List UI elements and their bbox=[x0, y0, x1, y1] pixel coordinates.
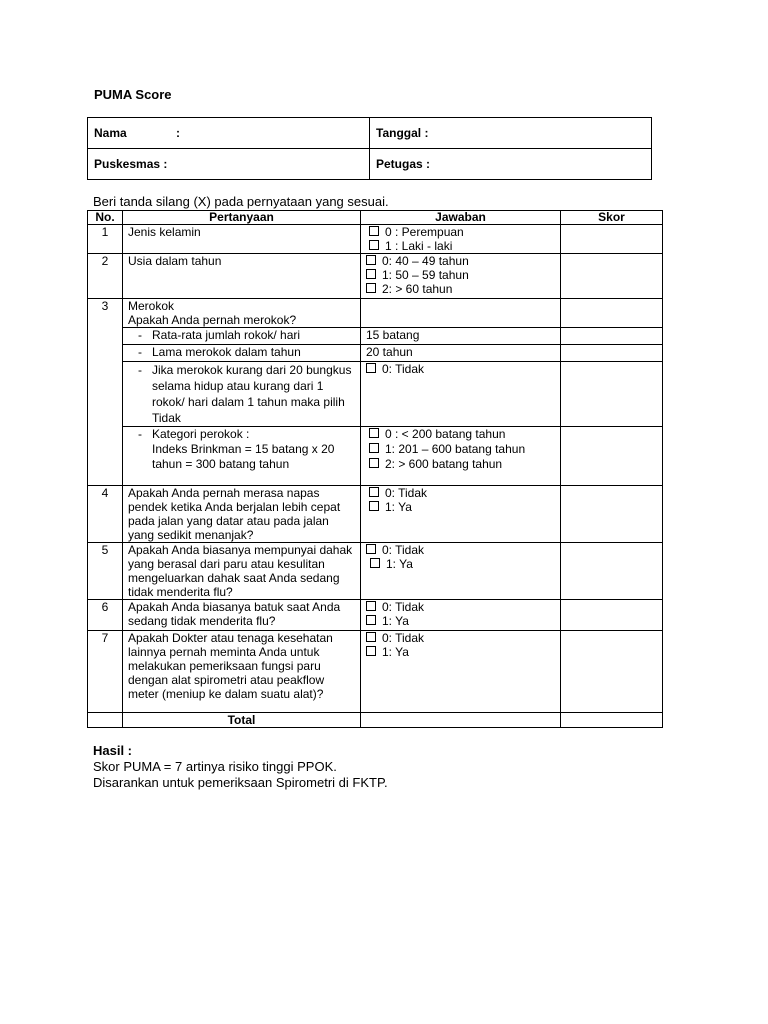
checkbox-icon[interactable] bbox=[369, 226, 379, 236]
header-jawaban: Jawaban bbox=[361, 211, 561, 225]
answer-options bbox=[361, 543, 561, 600]
score-cell[interactable] bbox=[561, 299, 663, 328]
question-row-2 bbox=[88, 254, 663, 299]
questionnaire-table bbox=[87, 210, 663, 728]
answer-options bbox=[361, 362, 561, 427]
subquestion-text: Kategori perokok : Indeks Brinkman = 15 batang x 20 tahun = 300 batang tahun bbox=[152, 427, 335, 471]
checkbox-icon[interactable] bbox=[366, 255, 376, 265]
puskesmas-cell[interactable]: Puskesmas : bbox=[88, 149, 370, 180]
subquestion-text: Lama merokok dalam tahun bbox=[152, 345, 301, 359]
subquestion-row: - Rata-rata jumlah rokok/ hari 15 batang bbox=[88, 328, 663, 345]
checkbox-icon[interactable] bbox=[369, 501, 379, 511]
question-text: Jenis kelamin bbox=[123, 225, 361, 254]
row-number: 3 bbox=[88, 299, 123, 486]
checkbox-icon[interactable] bbox=[369, 458, 379, 468]
score-cell[interactable] bbox=[561, 345, 663, 362]
question-text: Merokok Apakah Anda pernah merokok? bbox=[123, 299, 361, 328]
checkbox-icon[interactable] bbox=[366, 283, 376, 293]
checkbox-icon[interactable] bbox=[369, 428, 379, 438]
checkbox-icon[interactable] bbox=[366, 646, 376, 656]
row-number: 7 bbox=[88, 631, 123, 713]
score-cell[interactable] bbox=[561, 600, 663, 631]
answer-options bbox=[361, 486, 561, 543]
answer-options bbox=[361, 427, 561, 486]
score-cell[interactable] bbox=[561, 543, 663, 600]
subquestion-row: - Kategori perokok : Indeks Brinkman = 15 batang x 20 tahun = 300 batang tahun 0 : < 200 batang tahun 1: 201 – 600 batang tahun 2: > 600 batang tahun bbox=[88, 427, 663, 486]
total-label: Total bbox=[123, 713, 361, 728]
answer-option[interactable]: 1: Ya bbox=[369, 500, 555, 514]
checkbox-icon[interactable] bbox=[366, 601, 376, 611]
checkbox-icon[interactable] bbox=[366, 363, 376, 373]
answer-options bbox=[361, 225, 561, 254]
header-row bbox=[88, 211, 663, 225]
row-number: 2 bbox=[88, 254, 123, 299]
checkbox-icon[interactable] bbox=[369, 240, 379, 250]
subquestion-row: - Jika merokok kurang dari 20 bungkus selama hidup atau kurang dari 1 rokok/ hari dalam 1 tahun maka pilih Tidak 0: Tidak bbox=[88, 362, 663, 427]
result-line-2: Disarankan untuk pemeriksaan Spirometri di FKTP. bbox=[93, 775, 388, 790]
total-score-cell[interactable] bbox=[561, 713, 663, 728]
question-text: Apakah Anda pernah merasa napas pendek ketika Anda berjalan lebih cepat pada jalan yang datar atau pada jalan yang sedikit menanjak? bbox=[123, 486, 361, 543]
question-row-6 bbox=[88, 600, 663, 631]
nama-cell[interactable] bbox=[88, 118, 370, 149]
checkbox-icon[interactable] bbox=[369, 443, 379, 453]
checkbox-icon[interactable] bbox=[366, 615, 376, 625]
document-title: PUMA Score bbox=[94, 87, 172, 102]
answer-value[interactable]: 15 batang bbox=[361, 328, 561, 345]
row-number: 6 bbox=[88, 600, 123, 631]
identity-table bbox=[87, 117, 652, 180]
row-number: 4 bbox=[88, 486, 123, 543]
subquestion-text: Jika merokok kurang dari 20 bungkus selama hidup atau kurang dari 1 rokok/ hari dalam 1 tahun maka pilih Tidak bbox=[152, 363, 352, 425]
question-row-3 bbox=[88, 299, 663, 328]
score-cell[interactable] bbox=[561, 362, 663, 427]
answer-option[interactable]: 0: Tidak bbox=[366, 543, 555, 557]
answer-option[interactable]: 1: 201 – 600 batang tahun bbox=[369, 442, 555, 457]
score-cell[interactable] bbox=[561, 427, 663, 486]
question-text: Apakah Anda biasanya mempunyai dahak yang berasal dari paru atau kesulitan mengeluarkan dahak saat Anda sedang tidak menderita flu? bbox=[123, 543, 361, 600]
score-cell[interactable] bbox=[561, 631, 663, 713]
question-text: Apakah Dokter atau tenaga kesehatan lainnya pernah meminta Anda untuk melakukan pemeriksaan fungsi paru dengan alat spirometri atau peakflow meter (meniup ke dalam suatu alat)? bbox=[123, 631, 361, 713]
answer-value[interactable]: 20 tahun bbox=[361, 345, 561, 362]
question-text: Apakah Anda biasanya batuk saat Anda sedang tidak menderita flu? bbox=[123, 600, 361, 631]
subquestion-row: - Lama merokok dalam tahun 20 tahun bbox=[88, 345, 663, 362]
row-number: 5 bbox=[88, 543, 123, 600]
score-cell[interactable] bbox=[561, 486, 663, 543]
checkbox-icon[interactable] bbox=[366, 269, 376, 279]
answer-option[interactable]: 0 : < 200 batang tahun bbox=[369, 427, 555, 442]
score-cell[interactable] bbox=[561, 225, 663, 254]
header-skor: Skor bbox=[561, 211, 663, 225]
question-row-1 bbox=[88, 225, 663, 254]
header-no: No. bbox=[88, 211, 123, 225]
answer-option[interactable]: 1: Ya bbox=[366, 614, 555, 628]
checkbox-icon[interactable] bbox=[369, 487, 379, 497]
answer-option[interactable]: 2: > 600 batang tahun bbox=[369, 457, 555, 472]
checkbox-icon[interactable] bbox=[366, 632, 376, 642]
result-heading: Hasil : bbox=[93, 743, 133, 758]
answer-option[interactable]: 1: Ya bbox=[366, 557, 555, 571]
question-row-5 bbox=[88, 543, 663, 600]
nama-label: Nama bbox=[94, 126, 127, 140]
answer-option[interactable]: 0: 40 – 49 tahun bbox=[366, 254, 555, 268]
instruction-text: Beri tanda silang (X) pada pernyataan yang sesuai. bbox=[93, 194, 389, 209]
question-text: Usia dalam tahun bbox=[123, 254, 361, 299]
subquestion-text: Rata-rata jumlah rokok/ hari bbox=[152, 328, 301, 342]
petugas-cell[interactable]: Petugas : bbox=[370, 149, 652, 180]
answer-options bbox=[361, 631, 561, 713]
nama-colon: : bbox=[176, 126, 180, 140]
answer-cell bbox=[361, 299, 561, 328]
answer-option[interactable]: 1: Ya bbox=[366, 645, 555, 659]
answer-option[interactable]: 0: Tidak bbox=[366, 362, 555, 376]
header-pertanyaan: Pertanyaan bbox=[123, 211, 361, 225]
answer-options bbox=[361, 254, 561, 299]
answer-option[interactable]: 0: Tidak bbox=[366, 631, 555, 645]
score-cell[interactable] bbox=[561, 254, 663, 299]
score-cell[interactable] bbox=[561, 328, 663, 345]
answer-option[interactable]: 2: > 60 tahun bbox=[366, 282, 555, 296]
result-line-1: Skor PUMA = 7 artinya risiko tinggi PPOK. bbox=[93, 759, 337, 774]
answer-option[interactable]: 0: Tidak bbox=[369, 486, 555, 500]
result-section bbox=[93, 743, 388, 791]
answer-options bbox=[361, 600, 561, 631]
question-row-7 bbox=[88, 631, 663, 713]
question-row-4 bbox=[88, 486, 663, 543]
checkbox-icon[interactable] bbox=[366, 544, 376, 554]
total-row bbox=[88, 713, 663, 728]
answer-option[interactable]: 1: 50 – 59 tahun bbox=[366, 268, 555, 282]
answer-option[interactable]: 0: Tidak bbox=[366, 600, 555, 614]
row-number: 1 bbox=[88, 225, 123, 254]
tanggal-cell[interactable]: Tanggal : bbox=[370, 118, 652, 149]
answer-option[interactable]: 1 : Laki - laki bbox=[369, 239, 555, 253]
answer-option[interactable]: 0 : Perempuan bbox=[369, 225, 555, 239]
checkbox-icon[interactable] bbox=[370, 558, 380, 568]
